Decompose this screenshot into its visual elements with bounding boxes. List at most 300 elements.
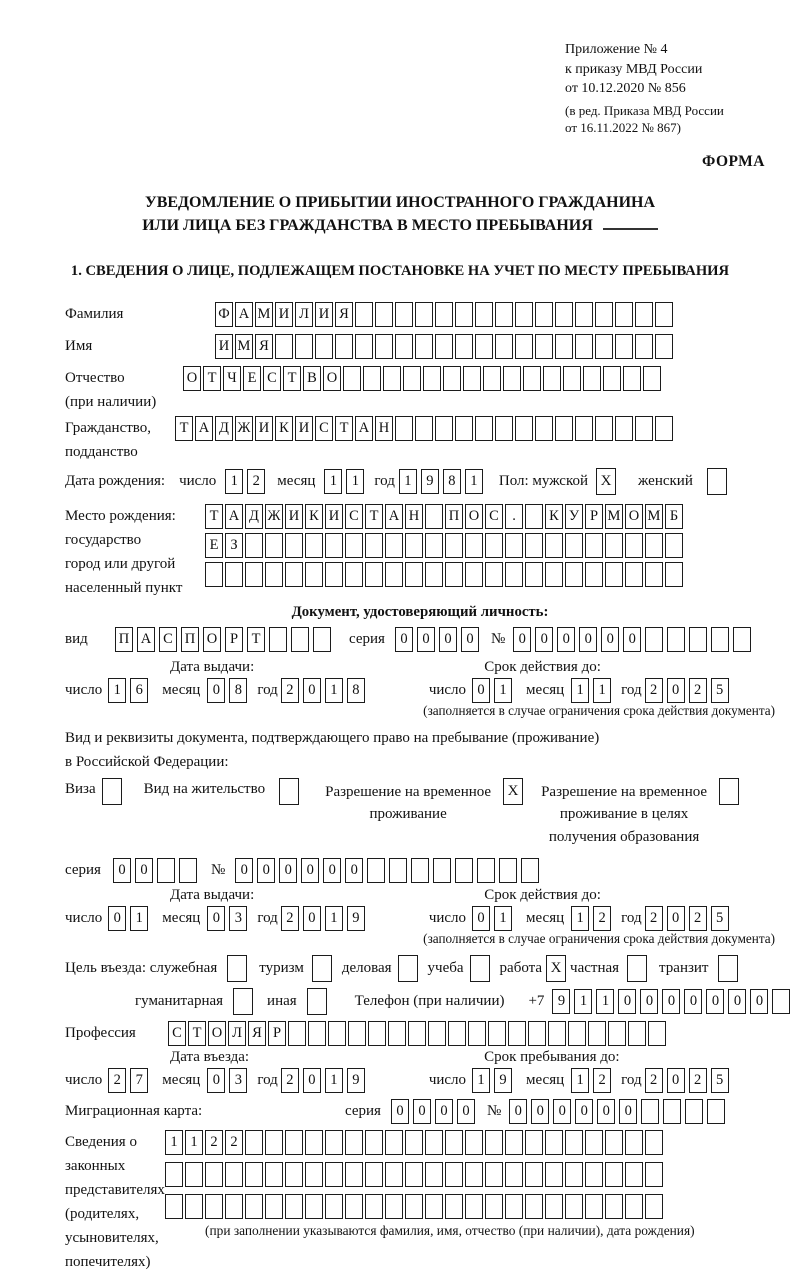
char-cell[interactable] xyxy=(225,1194,243,1219)
char-cell[interactable] xyxy=(707,1099,725,1124)
char-cell[interactable] xyxy=(435,334,453,359)
char-cell[interactable]: 2 xyxy=(247,469,265,494)
char-cell[interactable] xyxy=(285,533,303,558)
char-cell[interactable] xyxy=(291,627,309,652)
char-cell[interactable] xyxy=(443,366,461,391)
char-cell[interactable] xyxy=(345,1194,363,1219)
char-cell[interactable]: 0 xyxy=(113,858,131,883)
char-cell[interactable] xyxy=(689,627,707,652)
char-cell[interactable]: 0 xyxy=(135,858,153,883)
char-cell[interactable]: И xyxy=(295,416,313,441)
char-cell[interactable] xyxy=(425,1194,443,1219)
char-cell[interactable]: 0 xyxy=(531,1099,549,1124)
char-cell[interactable] xyxy=(525,533,543,558)
char-cell[interactable]: Т xyxy=(365,504,383,529)
char-cell[interactable] xyxy=(645,1130,663,1155)
char-cell[interactable]: Я xyxy=(255,334,273,359)
char-cell[interactable] xyxy=(475,416,493,441)
char-cell[interactable] xyxy=(565,562,583,587)
char-cell[interactable] xyxy=(475,334,493,359)
char-cell[interactable]: 0 xyxy=(619,1099,637,1124)
char-cell[interactable] xyxy=(367,858,385,883)
char-cell[interactable]: Н xyxy=(405,504,423,529)
char-cell[interactable]: 1 xyxy=(494,678,512,703)
char-cell[interactable]: 0 xyxy=(301,858,319,883)
char-cell[interactable] xyxy=(363,366,381,391)
char-cell[interactable] xyxy=(465,1162,483,1187)
char-cell[interactable]: 0 xyxy=(435,1099,453,1124)
char-cell[interactable]: 3 xyxy=(229,906,247,931)
char-cell[interactable] xyxy=(245,1162,263,1187)
char-cell[interactable] xyxy=(245,1130,263,1155)
char-cell[interactable] xyxy=(455,334,473,359)
char-cell[interactable] xyxy=(383,366,401,391)
char-cell[interactable]: 0 xyxy=(472,678,490,703)
char-cell[interactable] xyxy=(488,1021,506,1046)
char-cell[interactable]: 1 xyxy=(574,989,592,1014)
char-cell[interactable] xyxy=(265,533,283,558)
char-cell[interactable] xyxy=(595,334,613,359)
char-cell[interactable]: 2 xyxy=(689,906,707,931)
char-cell[interactable]: 0 xyxy=(391,1099,409,1124)
char-cell[interactable]: Т xyxy=(247,627,265,652)
char-cell[interactable]: 0 xyxy=(509,1099,527,1124)
char-cell[interactable]: С xyxy=(263,366,281,391)
char-cell[interactable] xyxy=(625,1130,643,1155)
char-cell[interactable] xyxy=(465,1130,483,1155)
char-cell[interactable] xyxy=(665,533,683,558)
char-cell[interactable]: 1 xyxy=(465,469,483,494)
purpose-humanitarian-checkbox[interactable] xyxy=(233,988,253,1015)
char-cell[interactable]: С xyxy=(315,416,333,441)
char-cell[interactable] xyxy=(448,1021,466,1046)
char-cell[interactable] xyxy=(325,1194,343,1219)
char-cell[interactable]: 0 xyxy=(279,858,297,883)
char-cell[interactable] xyxy=(425,562,443,587)
char-cell[interactable] xyxy=(455,416,473,441)
char-cell[interactable]: . xyxy=(505,504,523,529)
char-cell[interactable] xyxy=(445,1194,463,1219)
char-cell[interactable] xyxy=(485,562,503,587)
char-cell[interactable]: 2 xyxy=(205,1130,223,1155)
char-cell[interactable]: П xyxy=(445,504,463,529)
char-cell[interactable] xyxy=(415,302,433,327)
char-cell[interactable]: 1 xyxy=(472,1068,490,1093)
char-cell[interactable] xyxy=(535,416,553,441)
char-cell[interactable]: Ж xyxy=(235,416,253,441)
char-cell[interactable]: 8 xyxy=(229,678,247,703)
char-cell[interactable]: 1 xyxy=(165,1130,183,1155)
char-cell[interactable] xyxy=(525,504,543,529)
char-cell[interactable] xyxy=(515,302,533,327)
char-cell[interactable] xyxy=(305,1162,323,1187)
char-cell[interactable] xyxy=(555,302,573,327)
char-cell[interactable]: И xyxy=(285,504,303,529)
char-cell[interactable] xyxy=(565,1162,583,1187)
char-cell[interactable] xyxy=(428,1021,446,1046)
char-cell[interactable]: 2 xyxy=(281,678,299,703)
char-cell[interactable] xyxy=(345,533,363,558)
char-cell[interactable] xyxy=(328,1021,346,1046)
char-cell[interactable]: Т xyxy=(175,416,193,441)
char-cell[interactable]: 8 xyxy=(443,469,461,494)
char-cell[interactable] xyxy=(411,858,429,883)
char-cell[interactable] xyxy=(415,334,433,359)
char-cell[interactable] xyxy=(477,858,495,883)
char-cell[interactable] xyxy=(385,1130,403,1155)
char-cell[interactable] xyxy=(345,562,363,587)
char-cell[interactable]: 2 xyxy=(593,1068,611,1093)
char-cell[interactable] xyxy=(528,1021,546,1046)
char-cell[interactable] xyxy=(405,1162,423,1187)
char-cell[interactable] xyxy=(265,562,283,587)
char-cell[interactable] xyxy=(663,1099,681,1124)
char-cell[interactable]: 0 xyxy=(207,678,225,703)
char-cell[interactable]: 2 xyxy=(689,678,707,703)
char-cell[interactable]: О xyxy=(183,366,201,391)
char-cell[interactable]: П xyxy=(115,627,133,652)
char-cell[interactable]: Ж xyxy=(265,504,283,529)
char-cell[interactable] xyxy=(225,562,243,587)
char-cell[interactable] xyxy=(545,562,563,587)
char-cell[interactable] xyxy=(205,562,223,587)
char-cell[interactable] xyxy=(523,366,541,391)
char-cell[interactable] xyxy=(623,366,641,391)
char-cell[interactable]: 9 xyxy=(494,1068,512,1093)
char-cell[interactable] xyxy=(388,1021,406,1046)
char-cell[interactable] xyxy=(565,1194,583,1219)
char-cell[interactable]: 1 xyxy=(494,906,512,931)
char-cell[interactable] xyxy=(585,562,603,587)
char-cell[interactable] xyxy=(435,416,453,441)
char-cell[interactable] xyxy=(313,627,331,652)
char-cell[interactable] xyxy=(525,562,543,587)
char-cell[interactable]: 1 xyxy=(225,469,243,494)
char-cell[interactable]: 0 xyxy=(417,627,435,652)
char-cell[interactable] xyxy=(635,416,653,441)
char-cell[interactable]: 1 xyxy=(399,469,417,494)
char-cell[interactable] xyxy=(545,1194,563,1219)
char-cell[interactable] xyxy=(305,1194,323,1219)
char-cell[interactable] xyxy=(205,1162,223,1187)
char-cell[interactable]: О xyxy=(465,504,483,529)
char-cell[interactable] xyxy=(315,334,333,359)
char-cell[interactable] xyxy=(179,858,197,883)
char-cell[interactable] xyxy=(425,1162,443,1187)
char-cell[interactable] xyxy=(525,1162,543,1187)
char-cell[interactable] xyxy=(465,1194,483,1219)
char-cell[interactable] xyxy=(265,1162,283,1187)
char-cell[interactable] xyxy=(385,1194,403,1219)
char-cell[interactable]: 0 xyxy=(575,1099,593,1124)
char-cell[interactable] xyxy=(463,366,481,391)
char-cell[interactable] xyxy=(365,1130,383,1155)
char-cell[interactable] xyxy=(772,989,790,1014)
char-cell[interactable] xyxy=(165,1194,183,1219)
char-cell[interactable] xyxy=(535,302,553,327)
char-cell[interactable]: Ч xyxy=(223,366,241,391)
char-cell[interactable] xyxy=(355,302,373,327)
char-cell[interactable] xyxy=(548,1021,566,1046)
char-cell[interactable]: 0 xyxy=(472,906,490,931)
purpose-work-checkbox[interactable]: X xyxy=(546,955,566,982)
char-cell[interactable] xyxy=(305,533,323,558)
char-cell[interactable]: 0 xyxy=(108,906,126,931)
char-cell[interactable] xyxy=(521,858,539,883)
char-cell[interactable] xyxy=(157,858,175,883)
char-cell[interactable]: 1 xyxy=(325,678,343,703)
char-cell[interactable] xyxy=(495,416,513,441)
char-cell[interactable]: 0 xyxy=(323,858,341,883)
char-cell[interactable]: 0 xyxy=(303,906,321,931)
char-cell[interactable]: И xyxy=(325,504,343,529)
char-cell[interactable] xyxy=(445,1162,463,1187)
char-cell[interactable] xyxy=(648,1021,666,1046)
purpose-private-checkbox[interactable] xyxy=(627,955,647,982)
char-cell[interactable] xyxy=(415,416,433,441)
char-cell[interactable]: О xyxy=(203,627,221,652)
char-cell[interactable] xyxy=(245,562,263,587)
char-cell[interactable] xyxy=(525,1130,543,1155)
char-cell[interactable] xyxy=(225,1162,243,1187)
char-cell[interactable] xyxy=(405,533,423,558)
char-cell[interactable] xyxy=(575,302,593,327)
char-cell[interactable] xyxy=(503,366,521,391)
char-cell[interactable]: 0 xyxy=(257,858,275,883)
char-cell[interactable]: Е xyxy=(243,366,261,391)
char-cell[interactable] xyxy=(185,1162,203,1187)
char-cell[interactable] xyxy=(295,334,313,359)
char-cell[interactable] xyxy=(465,562,483,587)
char-cell[interactable] xyxy=(285,1194,303,1219)
char-cell[interactable]: С xyxy=(168,1021,186,1046)
char-cell[interactable] xyxy=(425,504,443,529)
char-cell[interactable]: 0 xyxy=(601,627,619,652)
char-cell[interactable]: 1 xyxy=(593,678,611,703)
char-cell[interactable] xyxy=(285,562,303,587)
char-cell[interactable]: 0 xyxy=(207,1068,225,1093)
char-cell[interactable]: 0 xyxy=(303,678,321,703)
char-cell[interactable]: А xyxy=(355,416,373,441)
char-cell[interactable] xyxy=(711,627,729,652)
char-cell[interactable] xyxy=(655,416,673,441)
purpose-study-checkbox[interactable] xyxy=(470,955,490,982)
char-cell[interactable]: 2 xyxy=(645,1068,663,1093)
char-cell[interactable]: Л xyxy=(295,302,313,327)
char-cell[interactable]: 1 xyxy=(596,989,614,1014)
char-cell[interactable] xyxy=(583,366,601,391)
char-cell[interactable] xyxy=(635,334,653,359)
char-cell[interactable] xyxy=(355,334,373,359)
char-cell[interactable]: С xyxy=(159,627,177,652)
char-cell[interactable]: К xyxy=(305,504,323,529)
char-cell[interactable] xyxy=(385,533,403,558)
char-cell[interactable] xyxy=(285,1130,303,1155)
char-cell[interactable]: 0 xyxy=(706,989,724,1014)
char-cell[interactable] xyxy=(595,302,613,327)
char-cell[interactable] xyxy=(585,1194,603,1219)
char-cell[interactable] xyxy=(608,1021,626,1046)
char-cell[interactable] xyxy=(485,1194,503,1219)
char-cell[interactable]: 0 xyxy=(667,678,685,703)
char-cell[interactable] xyxy=(685,1099,703,1124)
char-cell[interactable] xyxy=(385,1162,403,1187)
char-cell[interactable] xyxy=(615,416,633,441)
char-cell[interactable]: 0 xyxy=(557,627,575,652)
char-cell[interactable] xyxy=(655,334,673,359)
char-cell[interactable]: 7 xyxy=(130,1068,148,1093)
char-cell[interactable]: 2 xyxy=(108,1068,126,1093)
char-cell[interactable] xyxy=(505,1130,523,1155)
purpose-official-checkbox[interactable] xyxy=(227,955,247,982)
char-cell[interactable]: 2 xyxy=(281,906,299,931)
char-cell[interactable]: А xyxy=(385,504,403,529)
char-cell[interactable] xyxy=(605,562,623,587)
char-cell[interactable] xyxy=(505,533,523,558)
char-cell[interactable]: А xyxy=(137,627,155,652)
char-cell[interactable]: 1 xyxy=(325,906,343,931)
char-cell[interactable] xyxy=(563,366,581,391)
char-cell[interactable] xyxy=(368,1021,386,1046)
char-cell[interactable]: 9 xyxy=(421,469,439,494)
char-cell[interactable]: 5 xyxy=(711,906,729,931)
char-cell[interactable]: Т xyxy=(335,416,353,441)
char-cell[interactable]: 2 xyxy=(645,678,663,703)
char-cell[interactable] xyxy=(575,334,593,359)
char-cell[interactable]: 0 xyxy=(750,989,768,1014)
char-cell[interactable] xyxy=(555,334,573,359)
char-cell[interactable] xyxy=(565,533,583,558)
char-cell[interactable] xyxy=(645,1162,663,1187)
char-cell[interactable]: 1 xyxy=(324,469,342,494)
char-cell[interactable] xyxy=(445,1130,463,1155)
char-cell[interactable] xyxy=(641,1099,659,1124)
char-cell[interactable] xyxy=(165,1162,183,1187)
temp-residence-checkbox[interactable]: X xyxy=(503,778,523,805)
char-cell[interactable]: 0 xyxy=(662,989,680,1014)
char-cell[interactable] xyxy=(543,366,561,391)
char-cell[interactable]: И xyxy=(255,416,273,441)
char-cell[interactable] xyxy=(403,366,421,391)
char-cell[interactable] xyxy=(395,302,413,327)
char-cell[interactable] xyxy=(308,1021,326,1046)
char-cell[interactable] xyxy=(365,533,383,558)
char-cell[interactable]: М xyxy=(645,504,663,529)
char-cell[interactable] xyxy=(465,533,483,558)
char-cell[interactable] xyxy=(343,366,361,391)
char-cell[interactable] xyxy=(275,334,293,359)
char-cell[interactable]: 0 xyxy=(457,1099,475,1124)
char-cell[interactable]: К xyxy=(545,504,563,529)
char-cell[interactable] xyxy=(265,1194,283,1219)
char-cell[interactable] xyxy=(245,1194,263,1219)
char-cell[interactable] xyxy=(485,533,503,558)
char-cell[interactable]: 5 xyxy=(711,1068,729,1093)
char-cell[interactable]: Я xyxy=(335,302,353,327)
char-cell[interactable]: 0 xyxy=(345,858,363,883)
char-cell[interactable]: И xyxy=(315,302,333,327)
char-cell[interactable] xyxy=(603,366,621,391)
char-cell[interactable]: Б xyxy=(665,504,683,529)
char-cell[interactable]: 0 xyxy=(553,1099,571,1124)
char-cell[interactable] xyxy=(385,562,403,587)
char-cell[interactable] xyxy=(269,627,287,652)
char-cell[interactable]: О xyxy=(625,504,643,529)
char-cell[interactable]: Т xyxy=(203,366,221,391)
char-cell[interactable] xyxy=(545,1130,563,1155)
char-cell[interactable]: 1 xyxy=(346,469,364,494)
char-cell[interactable] xyxy=(505,562,523,587)
char-cell[interactable] xyxy=(305,1130,323,1155)
char-cell[interactable]: И xyxy=(275,302,293,327)
char-cell[interactable] xyxy=(425,1130,443,1155)
residence-permit-checkbox[interactable] xyxy=(279,778,299,805)
char-cell[interactable] xyxy=(185,1194,203,1219)
char-cell[interactable]: 0 xyxy=(461,627,479,652)
char-cell[interactable] xyxy=(445,533,463,558)
char-cell[interactable]: Ф xyxy=(215,302,233,327)
char-cell[interactable]: И xyxy=(215,334,233,359)
char-cell[interactable] xyxy=(605,1194,623,1219)
char-cell[interactable] xyxy=(585,533,603,558)
char-cell[interactable] xyxy=(375,302,393,327)
char-cell[interactable] xyxy=(645,533,663,558)
purpose-business-checkbox[interactable] xyxy=(398,955,418,982)
char-cell[interactable] xyxy=(495,334,513,359)
purpose-tourism-checkbox[interactable] xyxy=(312,955,332,982)
char-cell[interactable] xyxy=(365,562,383,587)
char-cell[interactable] xyxy=(628,1021,646,1046)
char-cell[interactable]: 1 xyxy=(325,1068,343,1093)
char-cell[interactable]: Д xyxy=(215,416,233,441)
char-cell[interactable] xyxy=(515,334,533,359)
char-cell[interactable]: А xyxy=(235,302,253,327)
char-cell[interactable]: 0 xyxy=(207,906,225,931)
char-cell[interactable] xyxy=(499,858,517,883)
char-cell[interactable] xyxy=(535,334,553,359)
char-cell[interactable]: 5 xyxy=(711,678,729,703)
char-cell[interactable] xyxy=(485,1162,503,1187)
char-cell[interactable]: Л xyxy=(228,1021,246,1046)
char-cell[interactable] xyxy=(508,1021,526,1046)
char-cell[interactable] xyxy=(505,1194,523,1219)
char-cell[interactable]: М xyxy=(255,302,273,327)
char-cell[interactable]: 1 xyxy=(108,678,126,703)
char-cell[interactable]: М xyxy=(605,504,623,529)
char-cell[interactable]: 1 xyxy=(571,1068,589,1093)
char-cell[interactable] xyxy=(665,562,683,587)
char-cell[interactable]: 9 xyxy=(347,1068,365,1093)
char-cell[interactable] xyxy=(625,562,643,587)
char-cell[interactable] xyxy=(325,1130,343,1155)
char-cell[interactable]: 0 xyxy=(395,627,413,652)
char-cell[interactable] xyxy=(325,1162,343,1187)
char-cell[interactable] xyxy=(595,416,613,441)
char-cell[interactable] xyxy=(645,1194,663,1219)
char-cell[interactable] xyxy=(615,334,633,359)
purpose-transit-checkbox[interactable] xyxy=(718,955,738,982)
char-cell[interactable]: 0 xyxy=(618,989,636,1014)
char-cell[interactable] xyxy=(325,562,343,587)
char-cell[interactable]: Т xyxy=(205,504,223,529)
char-cell[interactable] xyxy=(425,533,443,558)
char-cell[interactable] xyxy=(325,533,343,558)
visa-checkbox[interactable] xyxy=(102,778,122,805)
char-cell[interactable]: 0 xyxy=(303,1068,321,1093)
char-cell[interactable] xyxy=(395,416,413,441)
char-cell[interactable]: 0 xyxy=(235,858,253,883)
char-cell[interactable] xyxy=(395,334,413,359)
